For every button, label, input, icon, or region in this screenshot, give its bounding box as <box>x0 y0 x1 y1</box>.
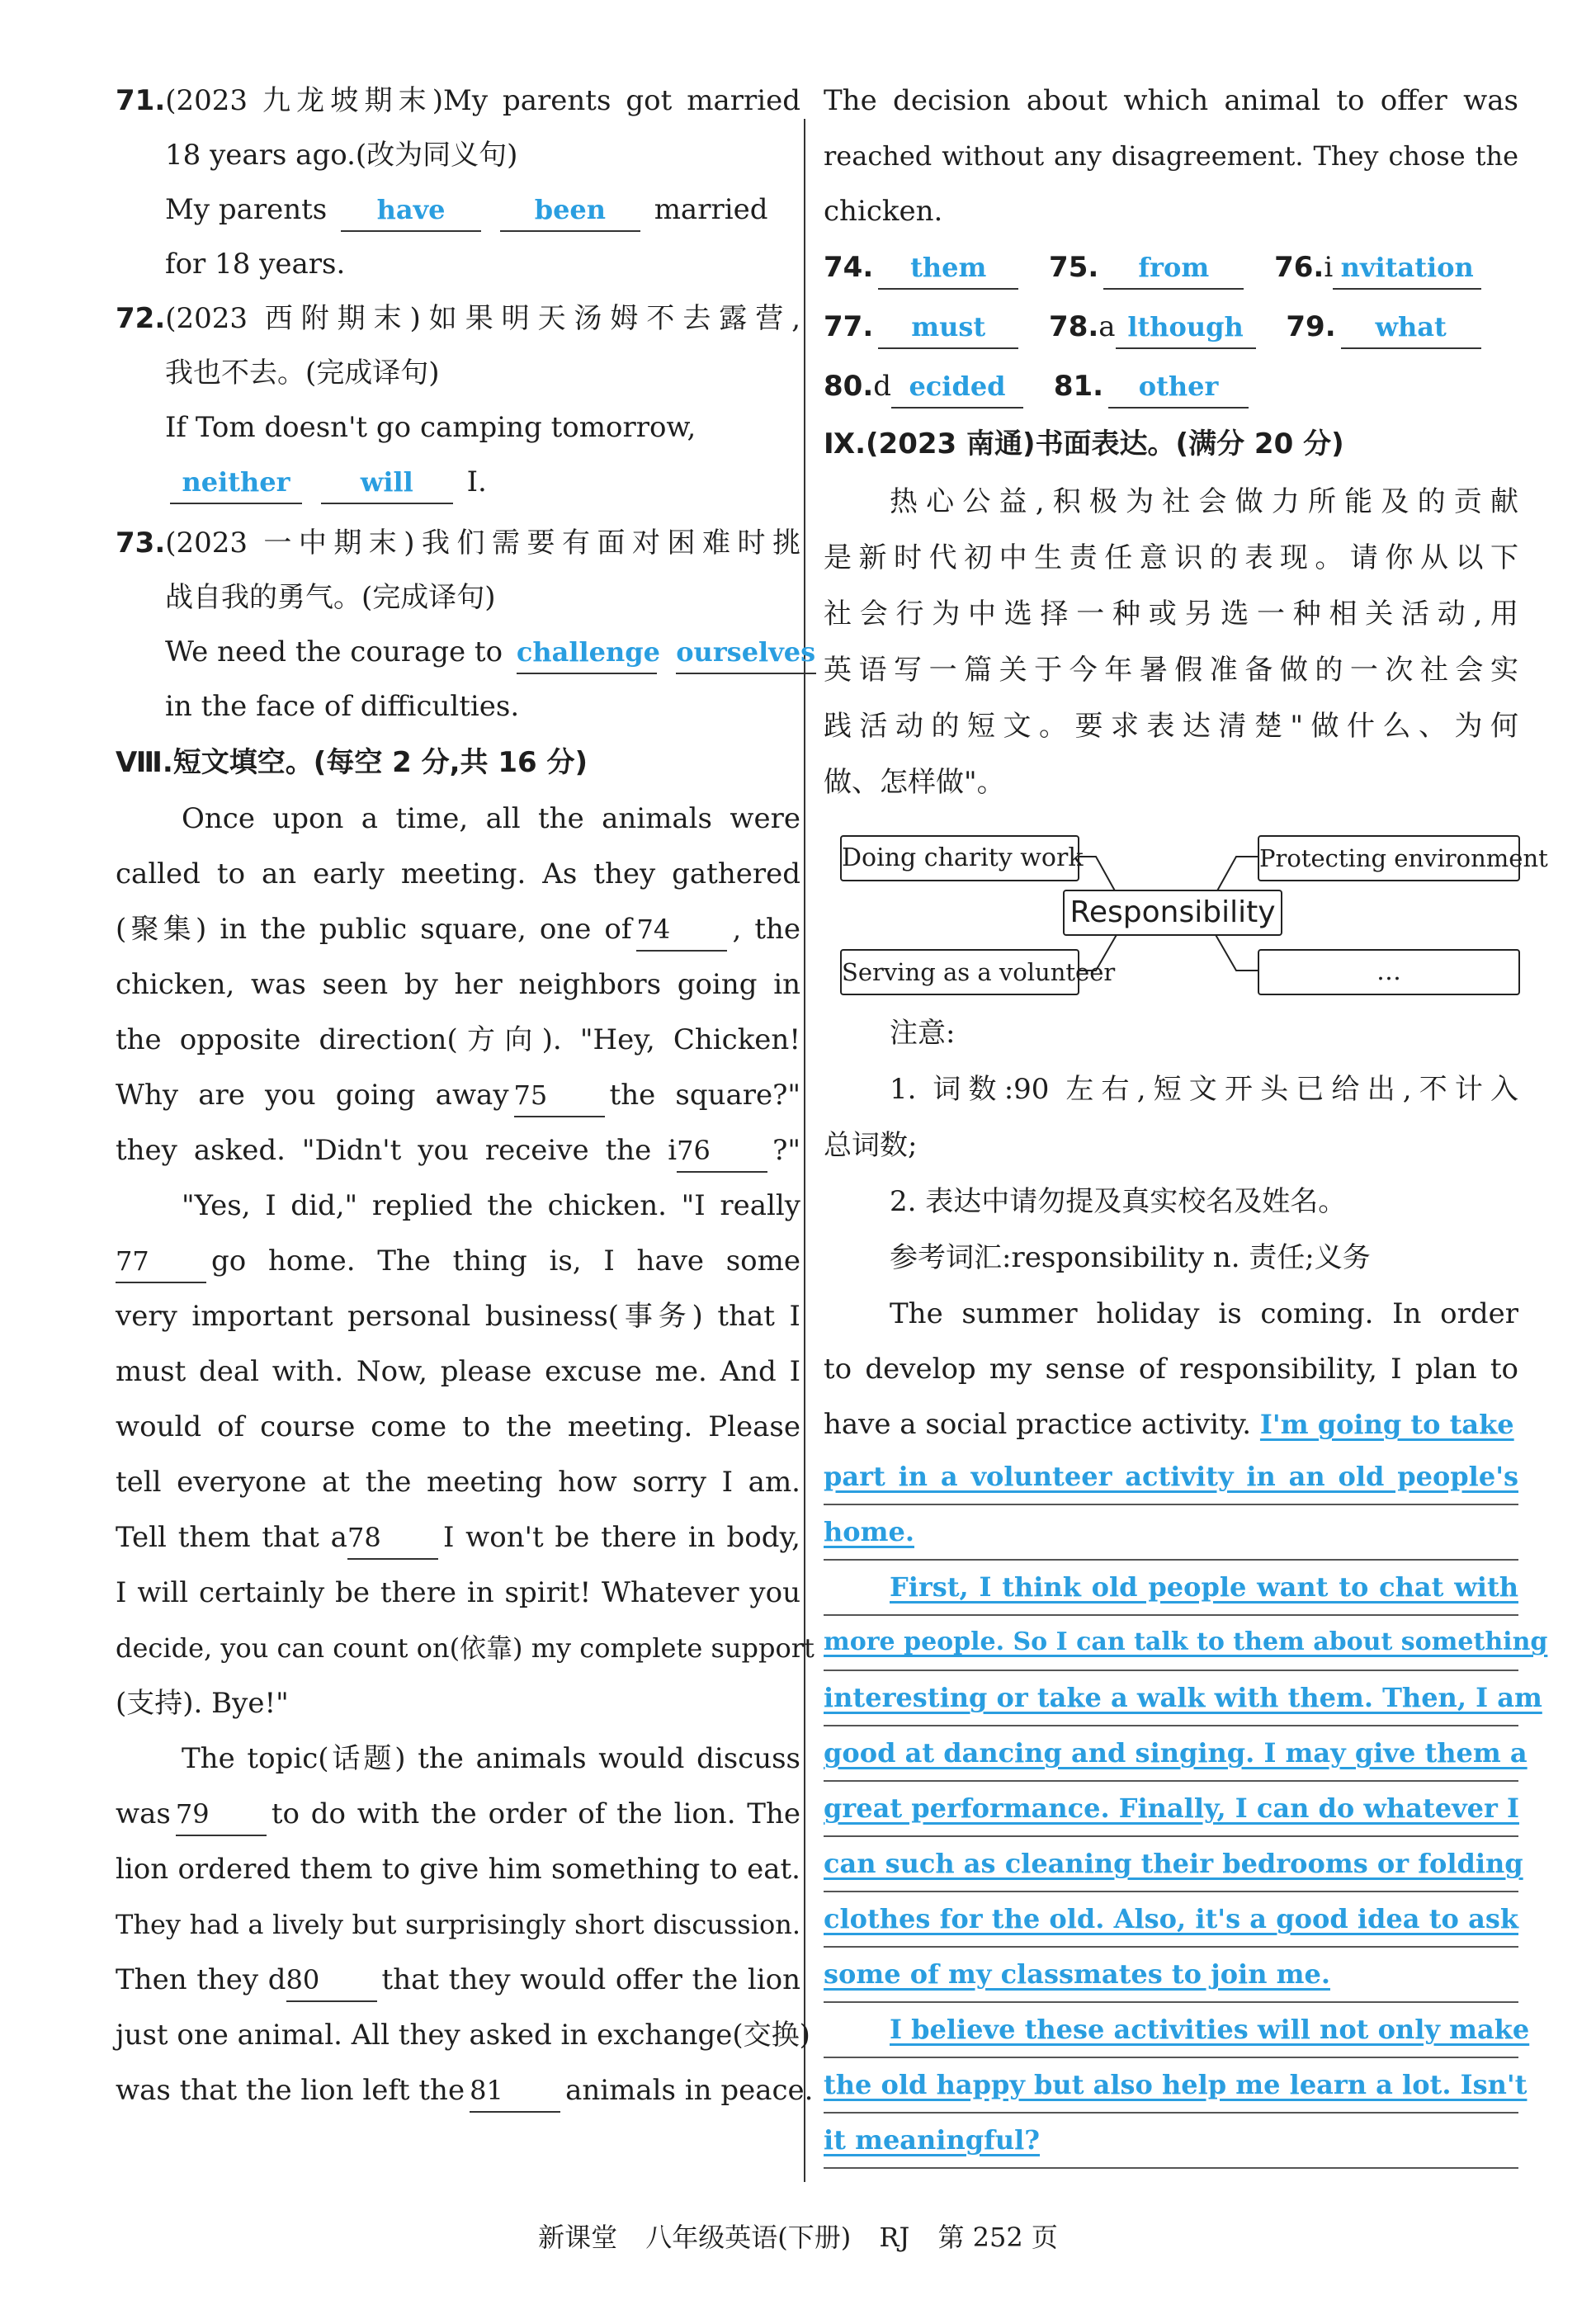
page-footer <box>25 2217 1571 2255</box>
answer-text: nvitation <box>1340 252 1474 283</box>
essay-answer-line: it meaningful? <box>824 2116 1518 2169</box>
page <box>25 21 1571 2299</box>
passage-line: decide, you can count on(依靠) my complete support <box>116 1632 815 1664</box>
notes-line: 注意: <box>890 1017 956 1050</box>
answer-text: lthough <box>1127 311 1244 342</box>
passage-line: (支持). Bye!" <box>116 1687 289 1720</box>
essay-answer-line: more people. So I can talk to them about something <box>824 1618 1518 1671</box>
blank-number: 75 <box>513 1079 548 1111</box>
prompt-line: 热心公益,积极为社会做力所能及的贡献 <box>890 485 1518 518</box>
essay-answer-line: can such as cleaning their bedrooms or folding <box>824 1840 1518 1892</box>
prompt-line: 做、怎样做"。 <box>824 766 1005 799</box>
passage-line: chicken, was seen by her neighbors going in <box>116 968 800 1001</box>
essay-answer-line: I believe these activities will not only make <box>824 2005 1518 2058</box>
footer-book: 新课堂 <box>538 2222 618 2253</box>
section-9-heading: Ⅸ.(2023 南通)书面表达。(满分 20 分) <box>824 427 1344 460</box>
prompt-line: 是新时代初中生责任意识的表现。请你从以下 <box>824 541 1518 574</box>
q72-line2: 我也不去。(完成译句) <box>165 357 440 390</box>
answer-row: 74. them 75. from 76.i nvitation <box>824 243 1518 292</box>
blank-number: 74 <box>636 914 671 945</box>
answer-text: neither <box>182 466 290 498</box>
passage-line: I will certainly be there in spirit! Whatever you <box>116 1576 800 1609</box>
passage-line: (聚集) in the public square, one of 74 , the <box>116 904 800 954</box>
essay-intro-line: to develop my sense of responsibility, I plan to <box>824 1353 1518 1386</box>
blank-number: 78 <box>347 1522 381 1553</box>
footer-grade: 八年级英语(下册) <box>645 2222 852 2253</box>
q73-line3: We need the courage to challenge ourselves <box>116 627 800 677</box>
answer-text: been <box>534 194 607 225</box>
passage-line: the opposite direction(方向). "Hey, Chicken! <box>116 1023 800 1056</box>
passage-line: must deal with. Now, please excuse me. And I <box>116 1355 800 1388</box>
passage-line: reached without any disagreement. They chose the <box>824 140 1518 172</box>
q73-line4: in the face of difficulties. <box>165 690 520 723</box>
essay-answer-line: home. <box>824 1508 1518 1561</box>
mindmap-node-volunteer: Serving as a volunteer <box>840 949 1079 995</box>
mindmap-node-other: … <box>1258 949 1520 995</box>
answer-text: them <box>910 252 987 283</box>
mindmap-node-charity: Doing charity work <box>840 835 1079 881</box>
notes-line: 2. 表达中请勿提及真实校名及姓名。 <box>890 1185 1347 1218</box>
passage-line: Tell them that a78 I won't be there in body, <box>116 1513 800 1562</box>
passage-line: The topic(话题) the animals would discuss <box>182 1742 800 1775</box>
prompt-line: 英语写一篇关于今年暑假准备做的一次社会实 <box>824 654 1518 687</box>
passage-line: was that the lion left the 81 animals in peace. <box>116 2066 800 2115</box>
blank-number: 79 <box>175 1798 210 1830</box>
q71-line1: 71.(2023 九龙坡期末)My parents got married <box>116 84 800 117</box>
essay-answer-line: First, I think old people want to chat with <box>824 1563 1518 1616</box>
essay-answer-line: part in a volunteer activity in an old people's <box>824 1452 1518 1505</box>
q73-line2: 战自我的勇气。(完成译句) <box>165 581 496 614</box>
answer-row: 80.d ecided 81. other <box>824 361 1518 411</box>
essay-answer-line: some of my classmates to join me. <box>824 1950 1518 2003</box>
passage-line: 77 go home. The thing is, I have some <box>116 1236 800 1286</box>
passage-line: tell everyone at the meeting how sorry I am. <box>116 1466 800 1499</box>
passage-line: would of course come to the meeting. Please <box>116 1410 800 1443</box>
passage-line: Once upon a time, all the animals were <box>182 802 800 835</box>
passage-line: The decision about which animal to offer was <box>824 84 1518 117</box>
q72-line4: neither will I. <box>116 457 800 507</box>
passage-line: chicken. <box>824 195 943 228</box>
answer-text: from <box>1138 252 1210 283</box>
answer-text: other <box>1138 371 1219 402</box>
notes-line: 总词数; <box>824 1129 918 1162</box>
mindmap-center: Responsibility <box>1063 890 1282 936</box>
passage-line: Then they d80 that they would offer the lion <box>116 1955 800 2005</box>
section-8-heading: Ⅷ.短文填空。(每空 2 分,共 16 分) <box>116 746 588 779</box>
passage-line: called to an early meeting. As they gathered <box>116 857 800 890</box>
passage-line: lion ordered them to give him something to eat. <box>116 1853 800 1886</box>
mindmap-node-environment: Protecting environment <box>1258 835 1520 881</box>
blank-number: 81 <box>470 2075 503 2106</box>
left-column <box>116 21 816 2167</box>
answer-text: ecided <box>909 371 1006 402</box>
prompt-line: 践活动的短文。要求表达清楚"做什么、为何 <box>824 710 1518 743</box>
essay-intro-line: The summer holiday is coming. In order <box>890 1297 1518 1330</box>
essay-intro-line: have a social practice activity. I'm going to take <box>824 1408 1514 1441</box>
passage-line: Why are you going away 75 the square?" <box>116 1070 800 1120</box>
essay-answer-text: I'm going to take <box>1259 1409 1514 1440</box>
q73-line1: 73.(2023 一中期末)我们需要有面对困难时挑 <box>116 527 800 560</box>
passage-line: was 79 to do with the order of the lion. The <box>116 1789 800 1839</box>
mind-map <box>824 830 1548 995</box>
footer-page-number: 第 252 页 <box>937 2222 1058 2253</box>
blank-number: 76 <box>677 1135 711 1166</box>
footer-edition: RJ <box>879 2222 910 2253</box>
right-column <box>824 21 1548 2167</box>
essay-answer-line: the old happy but also help me learn a lot. Isn't <box>824 2061 1518 2114</box>
q71-line2: 18 years ago.(改为同义句) <box>165 139 518 172</box>
answer-text: ourselves <box>676 636 816 668</box>
essay-answer-line: clothes for the old. Also, it's a good idea to ask <box>824 1895 1518 1948</box>
passage-line: "Yes, I did," replied the chicken. "I really <box>182 1189 800 1222</box>
answer-text: have <box>376 194 446 225</box>
q71-line3: My parents have been married <box>116 185 800 234</box>
passage-line: they asked. "Didn't you receive the i76 ?" <box>116 1126 800 1175</box>
notes-line: 参考词汇:responsibility n. 责任;义务 <box>890 1241 1371 1274</box>
answer-row: 77. must 78.a lthough 79. what <box>824 302 1518 352</box>
blank-number: 80 <box>286 1964 320 1995</box>
essay-answer-line: great performance. Finally, I can do whatever I <box>824 1784 1518 1837</box>
column-divider <box>804 119 805 2182</box>
answer-text: will <box>360 466 413 498</box>
prompt-line: 社会行为中选择一种或另选一种相关活动,用 <box>824 597 1518 631</box>
essay-answer-line: good at dancing and singing. I may give them a <box>824 1729 1518 1782</box>
q71-line4: for 18 years. <box>165 248 346 281</box>
essay-answer-line: interesting or take a walk with them. Then, I am <box>824 1674 1518 1726</box>
passage-line: just one animal. All they asked in exchange(交换) <box>116 2019 810 2052</box>
passage-line: very important personal business(事务) that I <box>116 1300 800 1333</box>
answer-text: challenge <box>516 636 661 668</box>
q72-line1: 72.(2023 西附期末)如果明天汤姆不去露营, <box>116 302 800 335</box>
notes-line: 1. 词数:90 左右,短文开头已给出,不计入 <box>890 1073 1518 1106</box>
q72-line3: If Tom doesn't go camping tomorrow, <box>165 411 696 444</box>
answer-text: must <box>911 311 986 342</box>
answer-text: what <box>1375 311 1447 342</box>
blank-number: 77 <box>116 1245 149 1277</box>
passage-line: They had a lively but surprisingly short discussion. <box>116 1909 800 1940</box>
